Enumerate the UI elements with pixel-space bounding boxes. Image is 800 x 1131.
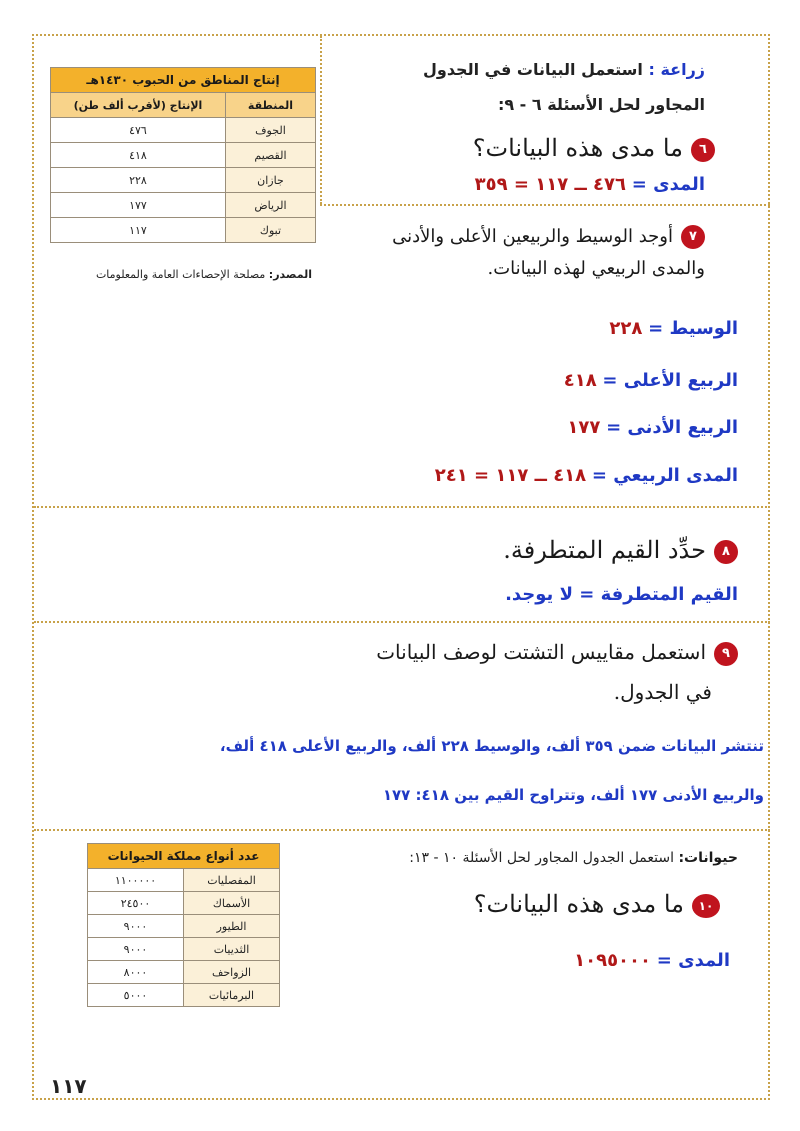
answer-value: ٢٢٨ bbox=[609, 318, 643, 339]
cell-value: ١١٠٠٠٠٠ bbox=[88, 869, 184, 892]
table-row bbox=[88, 915, 280, 938]
question-7 bbox=[392, 225, 705, 249]
answer-label: المدى الربيعي = bbox=[591, 465, 738, 486]
answer-text: تنتشر البيانات ضمن ٣٥٩ ألف، والوسيط ٢٢٨ ألف، والربيع الأعلى ٤١٨ ألف، bbox=[219, 737, 764, 755]
section-text: استعمل البيانات في الجدول bbox=[422, 60, 643, 79]
question-7-line2 bbox=[488, 258, 706, 279]
vertical-divider bbox=[320, 36, 322, 204]
question-text: أوجد الوسيط والربيعين الأعلى والأدنى bbox=[392, 226, 673, 247]
cell-value: ٥٠٠٠ bbox=[88, 984, 184, 1007]
cell-value: ٩٠٠٠ bbox=[88, 938, 184, 961]
divider bbox=[34, 621, 770, 623]
cell-value: ١١٧ bbox=[51, 218, 226, 243]
cell-name: البرمائيات bbox=[184, 984, 280, 1007]
answer-value: ٤٧٦ ــ ١١٧ = ٣٥٩ bbox=[474, 174, 627, 195]
cell-region: تبوك bbox=[225, 218, 315, 243]
table-row bbox=[88, 984, 280, 1007]
question-number-badge: ٨ bbox=[714, 540, 738, 564]
answer-7-lower bbox=[567, 417, 738, 438]
divider bbox=[320, 204, 770, 206]
answer-label: المدى = bbox=[656, 950, 730, 971]
table-row bbox=[88, 938, 280, 961]
table-title: إنتاج المناطق من الحبوب ١٤٣٠هـ bbox=[51, 68, 316, 93]
cell-value: ٤١٨ bbox=[51, 143, 226, 168]
answer-9-line2 bbox=[383, 786, 764, 804]
section-text-2: المجاور لحل الأسئلة ٦ - ٩: bbox=[497, 95, 705, 114]
answer-value: ٤١٨ bbox=[563, 370, 597, 391]
question-text: في الجدول. bbox=[613, 680, 712, 704]
cell-name: المفصليات bbox=[184, 869, 280, 892]
page-number: ١١٧ bbox=[50, 1074, 87, 1098]
question-text: والمدى الربيعي لهذه البيانات. bbox=[487, 258, 705, 279]
answer-7-iqr bbox=[435, 465, 738, 486]
answer-value: ١٧٧ bbox=[567, 417, 601, 438]
table-row bbox=[88, 892, 280, 915]
column-header-region: المنطقة bbox=[225, 93, 315, 118]
question-number-badge: ١٠ bbox=[692, 894, 720, 918]
answer-label: الربيع الأدنى = bbox=[606, 417, 738, 438]
cell-name: الطيور bbox=[184, 915, 280, 938]
table-title: عدد أنواع مملكة الحيوانات bbox=[88, 844, 280, 869]
cell-value: ٤٧٦ bbox=[51, 118, 226, 143]
table-source bbox=[96, 268, 312, 281]
table-row bbox=[51, 143, 316, 168]
cell-value: ٨٠٠٠ bbox=[88, 961, 184, 984]
answer-10 bbox=[574, 950, 730, 971]
source-label: المصدر: bbox=[268, 268, 312, 281]
table-row bbox=[51, 118, 316, 143]
question-text: استعمل مقاييس التشتت لوصف البيانات bbox=[376, 640, 706, 664]
table-row bbox=[51, 193, 316, 218]
table-row bbox=[51, 168, 316, 193]
cell-name: الأسماك bbox=[184, 892, 280, 915]
question-6 bbox=[473, 134, 715, 162]
section-label: زراعة : bbox=[648, 60, 705, 79]
cell-value: ١٧٧ bbox=[51, 193, 226, 218]
source-text: مصلحة الإحصاءات العامة والمعلومات bbox=[95, 268, 266, 281]
question-number-badge: ٩ bbox=[714, 642, 738, 666]
question-9-line2 bbox=[614, 680, 712, 704]
cell-region: القصيم bbox=[225, 143, 315, 168]
table-row bbox=[88, 961, 280, 984]
question-10 bbox=[474, 890, 720, 918]
answer-7-upper bbox=[564, 370, 738, 391]
table-row bbox=[51, 218, 316, 243]
table-row bbox=[88, 869, 280, 892]
answer-text: والربيع الأدنى ١٧٧ ألف، وتتراوح القيم بين ٤١٨: ١٧٧ bbox=[382, 786, 764, 804]
answer-value: ١٠٩٥٠٠٠ bbox=[574, 950, 652, 971]
answer-text: القيم المتطرفة = لا يوجد. bbox=[505, 584, 738, 605]
question-number-badge: ٧ bbox=[681, 225, 705, 249]
answer-value: ٤١٨ ــ ١١٧ = ٢٤١ bbox=[434, 465, 587, 486]
cell-value: ٢٢٨ bbox=[51, 168, 226, 193]
cell-value: ٢٤٥٠٠ bbox=[88, 892, 184, 915]
cell-name: الثدييات bbox=[184, 938, 280, 961]
answer-7-median bbox=[609, 318, 738, 339]
divider bbox=[34, 506, 770, 508]
answer-9-line1 bbox=[220, 737, 764, 755]
answer-label: الربيع الأعلى = bbox=[602, 370, 738, 391]
question-9 bbox=[376, 640, 738, 666]
question-8 bbox=[503, 536, 738, 564]
answer-label: الوسيط = bbox=[648, 318, 738, 339]
divider bbox=[34, 829, 770, 831]
cell-name: الزواحف bbox=[184, 961, 280, 984]
question-text: حدِّد القيم المتطرفة. bbox=[503, 536, 706, 564]
section-heading-animals bbox=[409, 850, 738, 866]
question-text: ما مدى هذه البيانات؟ bbox=[472, 134, 683, 162]
section-text: استعمل الجدول المجاور لحل الأسئلة ١٠ - ١٣: bbox=[409, 850, 674, 866]
cell-region: الرياض bbox=[225, 193, 315, 218]
answer-label: المدى = bbox=[631, 174, 705, 195]
column-header-production: الإنتاج (لأقرب ألف طن) bbox=[51, 93, 226, 118]
cell-region: الجوف bbox=[225, 118, 315, 143]
question-number-badge: ٦ bbox=[691, 138, 715, 162]
animal-kingdom-table bbox=[87, 843, 280, 1007]
section-heading-line2 bbox=[498, 95, 705, 114]
answer-8 bbox=[505, 584, 738, 605]
question-text: ما مدى هذه البيانات؟ bbox=[473, 890, 684, 918]
answer-6 bbox=[475, 174, 705, 195]
section-heading-agriculture bbox=[423, 60, 705, 79]
cell-region: جازان bbox=[225, 168, 315, 193]
grain-production-table bbox=[50, 67, 316, 243]
section-label: حيوانات: bbox=[678, 850, 738, 866]
cell-value: ٩٠٠٠ bbox=[88, 915, 184, 938]
